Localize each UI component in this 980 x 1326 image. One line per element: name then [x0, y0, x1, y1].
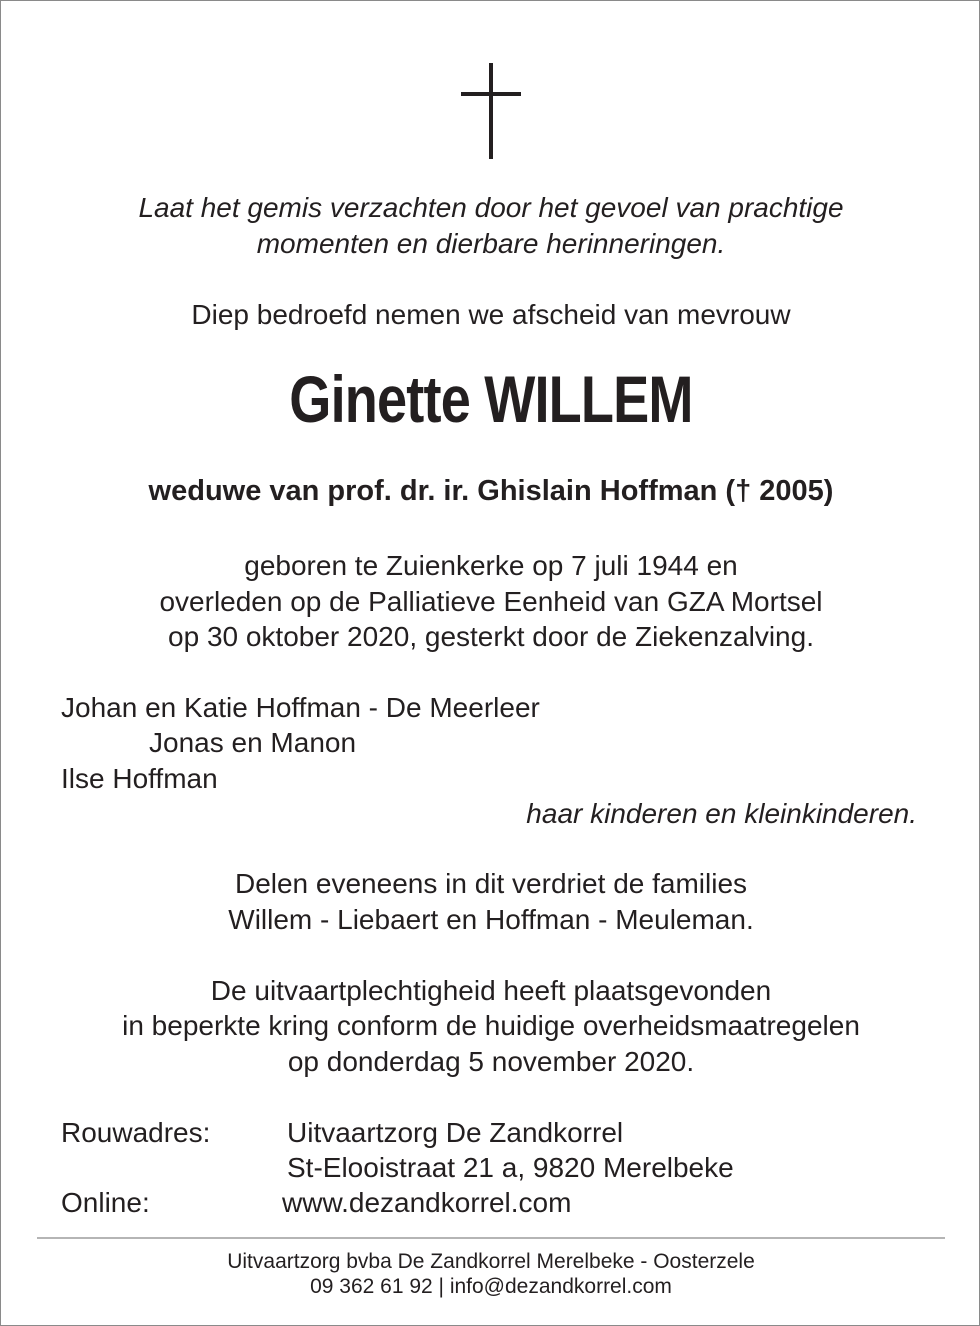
family-closing: haar kinderen en kleinkinderen. — [526, 798, 917, 829]
families-line-1: Delen eveneens in dit verdriet de families — [234, 868, 748, 899]
footer-line-2: 09 362 61 92 | info@dezandkorrel.com — [310, 1275, 672, 1298]
life-line-1: geboren te Zuienkerke op 7 juli 1944 en — [244, 550, 738, 581]
intro-text: Diep bedroefd nemen we afscheid van mevrouw — [191, 299, 791, 330]
life-line-2: overleden op de Palliatieve Eenheid van GZA Mortsel — [159, 586, 823, 617]
ceremony-line-2: in beperkte kring conform de huidige overheidsmaatregelen — [122, 1010, 860, 1041]
deceased-name: Ginette WILLEM — [289, 362, 693, 436]
quote-line-1: Laat het gemis verzachten door het gevoel van prachtige — [138, 192, 844, 223]
address-line-2: St-Elooistraat 21 a, 9820 Merelbeke — [287, 1152, 734, 1183]
cross-icon — [461, 63, 521, 159]
family-line-1: Johan en Katie Hoffman - De Meerleer — [61, 692, 540, 723]
subtitle: weduwe van prof. dr. ir. Ghislain Hoffman († 2005) — [148, 475, 834, 507]
online-label: Online: — [61, 1187, 150, 1218]
ceremony-line-3: op donderdag 5 november 2020. — [287, 1046, 695, 1077]
address-line-1: Uitvaartzorg De Zandkorrel — [287, 1117, 624, 1148]
footer-line-1: Uitvaartzorg bvba De Zandkorrel Merelbeke - Oosterzele — [227, 1250, 755, 1273]
quote-line-2: momenten en dierbare herinneringen. — [256, 228, 726, 259]
life-line-3: op 30 oktober 2020, gesterkt door de Ziekenzalving. — [168, 621, 814, 652]
families-line-2: Willem - Liebaert en Hoffman - Meuleman. — [228, 904, 754, 935]
online-link[interactable]: www.dezandkorrel.com — [282, 1187, 572, 1218]
family-line-3: Ilse Hoffman — [61, 763, 218, 794]
ceremony-line-1: De uitvaartplechtigheid heeft plaatsgevonden — [210, 975, 772, 1006]
footer-divider — [37, 1237, 945, 1239]
address-label: Rouwadres: — [61, 1117, 211, 1148]
family-line-2: Jonas en Manon — [149, 727, 357, 758]
